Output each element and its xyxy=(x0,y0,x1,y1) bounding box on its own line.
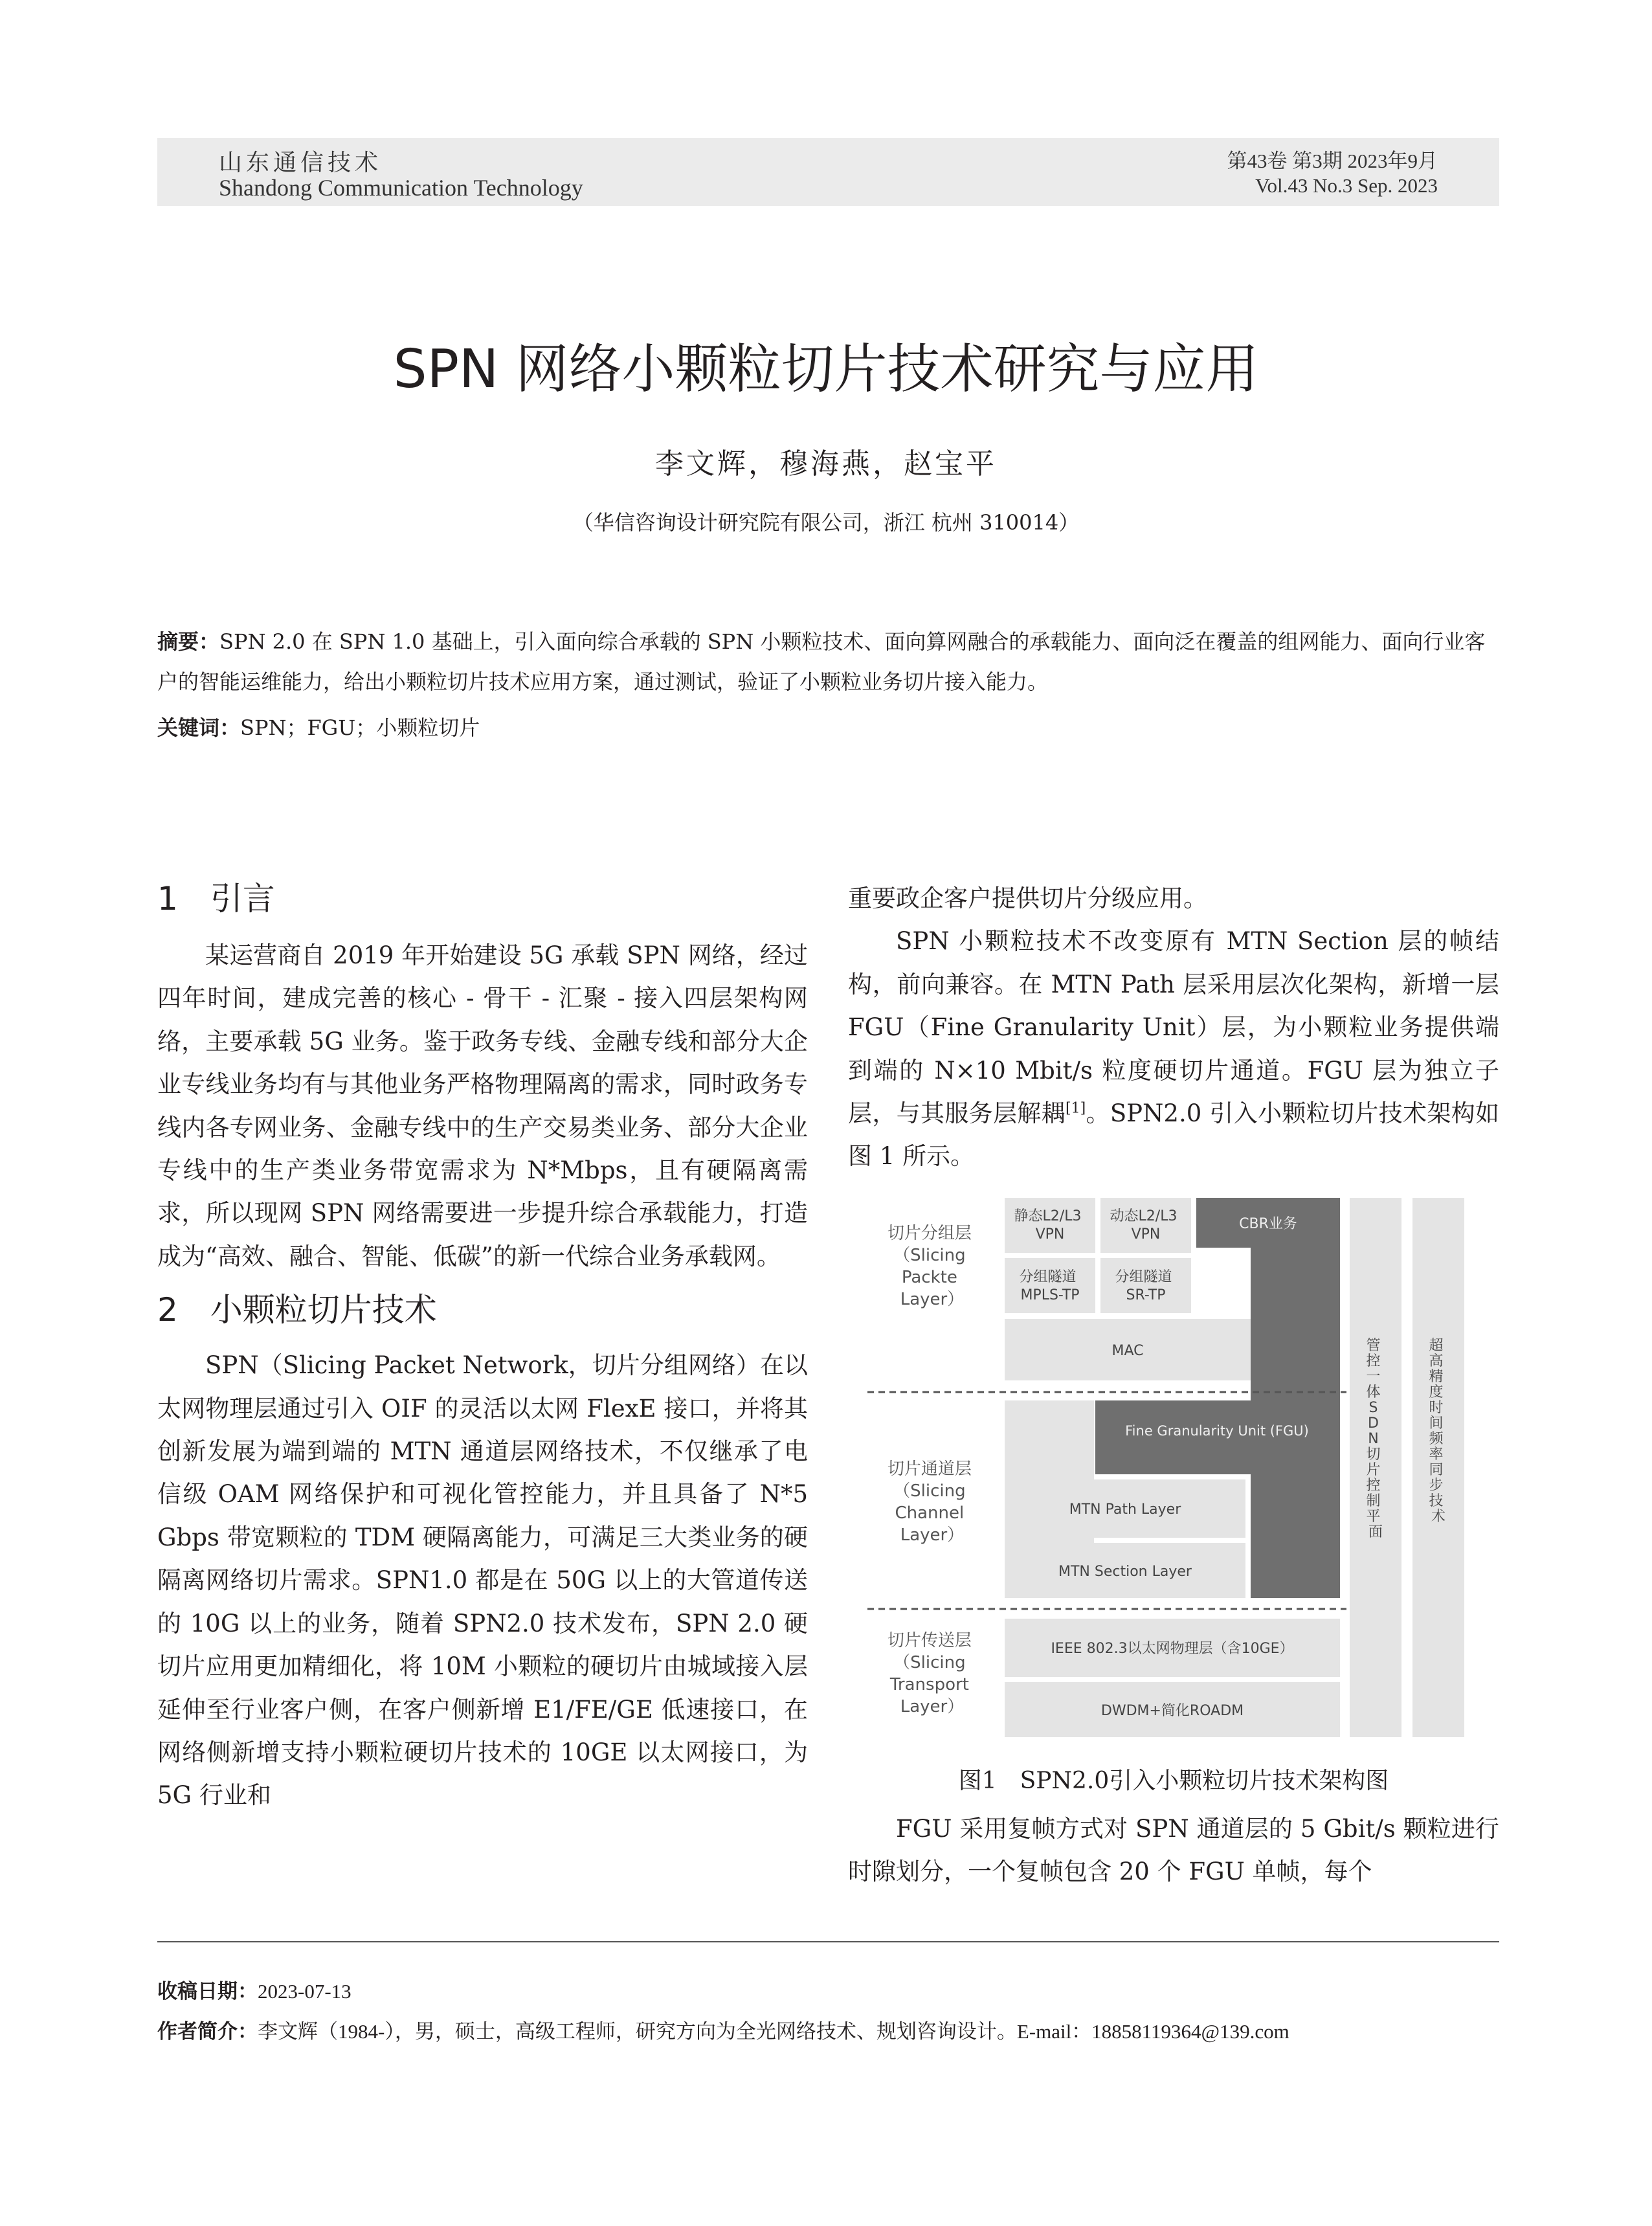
vbar-char: D xyxy=(1368,1415,1379,1432)
received-date xyxy=(157,1975,352,2004)
vbar-char: N xyxy=(1368,1431,1379,1447)
layer2-label-line: Layer） xyxy=(900,1525,965,1545)
bio-label: 作者简介： xyxy=(157,2020,258,2043)
vbar-char: 频 xyxy=(1429,1431,1444,1447)
layer1-label-line: 切片分组层 xyxy=(887,1224,972,1243)
layer3-label-line: （Slicing xyxy=(893,1653,966,1672)
fgu-text-b: 。SPN2.0 引入小颗粒切片技术架构如图 1 所示。 xyxy=(848,1099,1499,1171)
vbar-char: 同 xyxy=(1429,1462,1444,1478)
footnote-rule xyxy=(157,1941,1499,1942)
running-header xyxy=(157,138,1499,206)
paper-title: SPN 网络小颗粒切片技术研究与应用 xyxy=(393,339,1259,400)
vbar-char: S xyxy=(1368,1400,1378,1416)
box-label-line: 动态L2/L3 xyxy=(1110,1208,1178,1224)
abstract-text: SPN 2.0 在 SPN 1.0 基础上，引入面向综合承载的 SPN 小颗粒技术、面向算网融合的承载能力、面向泛在覆盖的组网能力、面向行业客户的智能运维能力，给出小颗粒切片技术应用方案，通过测试，验证了小颗粒业务切片接入能力。 xyxy=(157,629,1486,694)
journal-name-en: Shandong Communication Technology xyxy=(219,175,583,201)
box-static-vpn xyxy=(1005,1198,1095,1253)
layer1-label xyxy=(887,1224,977,1309)
citation-ref: [1] xyxy=(1065,1100,1086,1117)
vbar-char: 高 xyxy=(1429,1353,1444,1369)
vbar-char: 体 xyxy=(1366,1384,1381,1400)
layer3-label xyxy=(887,1631,977,1716)
layer2-label-line: Channel xyxy=(895,1503,965,1523)
box-dynamic-vpn xyxy=(1100,1198,1191,1253)
fgu-text-a: SPN 小颗粒技术不改变原有 MTN Section 层的帧结构，前向兼容。在 MTN Path 层采用层次化架构，新增一层 FGU（Fine Granularity Unit）层，为小颗粒业务提供端到端的 N×10 Mbit/s 粒度硬切片通道。FGU 层为独立子层，与其服务层解耦 xyxy=(848,927,1499,1128)
layer1-label-line: （Slicing xyxy=(893,1246,966,1265)
author-bio xyxy=(157,2015,1289,2044)
box-label-line: SR-TP xyxy=(1126,1287,1166,1303)
layer2-label-line: （Slicing xyxy=(893,1481,966,1501)
section-1-paragraph: 某运营商自 2019 年开始建设 5G 承载 SPN 网络，经过四年时间，建成完善的核心 - 骨干 - 汇聚 - 接入四层架构网络，主要承载 5G 业务。鉴于政务专线、金融专线和部分大企业专线业务均有与其他业务严格物理隔离的需求，同时政务专线内各专网业务、金融专线中的生产交易类业务、部分大企业专线中的生产类业务带宽需求为 N*Mbps，且有硬隔离需求，所以现网 SPN 网络需要进一步提升综合承载能力，打造成为“高效、融合、智能、低碳”的新一代综合业务承载网。 xyxy=(157,941,808,1270)
vbar-char: 技 xyxy=(1429,1493,1444,1509)
layer3-label-line: 切片传送层 xyxy=(887,1631,972,1650)
vbar-char: 面 xyxy=(1368,1524,1383,1540)
box-mtn-path-label: MTN Path Layer xyxy=(1069,1501,1181,1518)
box-mac-label: MAC xyxy=(1111,1343,1144,1359)
vbar-char: 制 xyxy=(1366,1493,1381,1509)
issue-info-cn: 第43卷 第3期 2023年9月 xyxy=(1227,150,1438,172)
vbar-sdn-label xyxy=(1366,1338,1385,1540)
architecture-diagram xyxy=(867,1195,1482,1748)
abstract xyxy=(157,622,1499,702)
layer1-label-line: Packte xyxy=(901,1268,957,1287)
box-dwdm-label: DWDM+简化ROADM xyxy=(1100,1703,1244,1719)
box-label-line: 分组隧道 xyxy=(1115,1269,1172,1285)
bio-value: 李文辉（1984-），男，硕士，高级工程师，研究方向为全光网络技术、规划咨询设计。E-mail：18858119364@139.com xyxy=(258,2020,1289,2043)
box-cbr-label: CBR业务 xyxy=(1239,1216,1297,1232)
keywords xyxy=(157,708,1499,748)
figure-1-architecture xyxy=(867,1195,1482,1748)
issue-info-en: Vol.43 No.3 Sep. 2023 xyxy=(1255,174,1438,197)
layer2-label xyxy=(887,1459,977,1545)
box-mpls-tp xyxy=(1005,1258,1095,1313)
box-label-line: VPN xyxy=(1131,1226,1161,1242)
right-column xyxy=(848,877,1499,1178)
vbar-char: 控 xyxy=(1366,1353,1381,1369)
authors: 李文辉，穆海燕，赵宝平 xyxy=(655,447,997,480)
affiliation: （华信咨询设计研究院有限公司，浙江 杭州 310014） xyxy=(572,510,1080,535)
vbar-char: 平 xyxy=(1366,1509,1381,1525)
right-paragraph-fgu xyxy=(848,920,1499,1178)
section-1-heading: 1 引言 xyxy=(157,880,275,917)
box-sr-tp xyxy=(1100,1258,1191,1313)
vbar-char: 片 xyxy=(1366,1462,1381,1478)
received-value: 2023-07-13 xyxy=(258,1980,352,2003)
section-2-paragraph: SPN（Slicing Packet Network，切片分组网络）在以太网物理层通过引入 OIF 的灵活以太网 FlexE 接口，并将其创新发展为端到端的 MTN 通道层网络技术，不仅继承了电信级 OAM 网络保护和可视化管控能力，并且具备了 N*5 Gbps 带宽颗粒的 TDM 硬隔离能力，可满足三大类业务的硬隔离网络切片需求。SPN1.0 都是在 50G 以上的大管道传送的 10G 以上的业务，随着 SPN2.0 技术发布，SPN 2.0 硬切片应用更加精细化，将 10M 小颗粒的硬切片由城域接入层延伸至行业客户侧，在客户侧新增 E1/FE/GE 低速接口，在网络侧新增支持小颗粒硬切片技术的 10GE 以太网接口，为 5G 行业和 xyxy=(157,1351,808,1810)
box-label-line: MPLS-TP xyxy=(1020,1287,1080,1303)
vbar-char: 切 xyxy=(1366,1446,1381,1463)
keywords-text: SPN；FGU；小颗粒切片 xyxy=(240,715,480,740)
vbar-char: 一 xyxy=(1366,1369,1381,1385)
vbar-char: 步 xyxy=(1429,1478,1444,1494)
vbar-char: 管 xyxy=(1366,1338,1381,1354)
right-paragraph-frames: FGU 采用复帧方式对 SPN 通道层的 5 Gbit/s 颗粒进行时隙划分，一个复帧包含 20 个 FGU 单帧，每个 xyxy=(848,1815,1499,1886)
box-label-line: VPN xyxy=(1035,1226,1065,1242)
vbar-char: 间 xyxy=(1429,1415,1444,1432)
abstract-label: 摘要： xyxy=(157,629,220,654)
vbar-sync-label xyxy=(1429,1338,1447,1525)
box-label-line: 静态L2/L3 xyxy=(1014,1208,1082,1224)
figure-1-caption: 图1 SPN2.0引入小颗粒切片技术架构图 xyxy=(958,1768,1389,1794)
left-column xyxy=(157,877,808,1817)
keywords-label: 关键词： xyxy=(157,715,241,740)
vbar-char: 时 xyxy=(1429,1400,1444,1416)
journal-name-cn: 山东通信技术 xyxy=(219,150,383,175)
vbar-char: 精 xyxy=(1429,1369,1444,1385)
right-paragraph-continuation: 重要政企客户提供切片分级应用。 xyxy=(848,884,1207,912)
layer2-label-line: 切片通道层 xyxy=(887,1459,972,1479)
vbar-char: 术 xyxy=(1431,1509,1446,1525)
box-label-line: 分组隧道 xyxy=(1019,1269,1077,1285)
layer3-label-line: Transport xyxy=(889,1675,969,1694)
section-2-heading: 2 小颗粒切片技术 xyxy=(157,1291,437,1329)
box-ieee-label: IEEE 802.3以太网物理层（含10GE） xyxy=(1051,1641,1294,1657)
vbar-char: 度 xyxy=(1429,1384,1444,1400)
box-mtn-section-label: MTN Section Layer xyxy=(1058,1564,1192,1580)
received-label: 收稿日期： xyxy=(157,1980,258,2003)
box-fgu-label: Fine Granularity Unit (FGU) xyxy=(1125,1423,1309,1439)
vbar-char: 超 xyxy=(1429,1338,1444,1354)
layer1-label-line: Layer） xyxy=(900,1290,965,1309)
vbar-char: 控 xyxy=(1366,1478,1381,1494)
vbar-char: 率 xyxy=(1429,1446,1444,1463)
layer3-label-line: Layer） xyxy=(900,1697,965,1716)
right-column-after-figure xyxy=(848,1808,1499,1894)
